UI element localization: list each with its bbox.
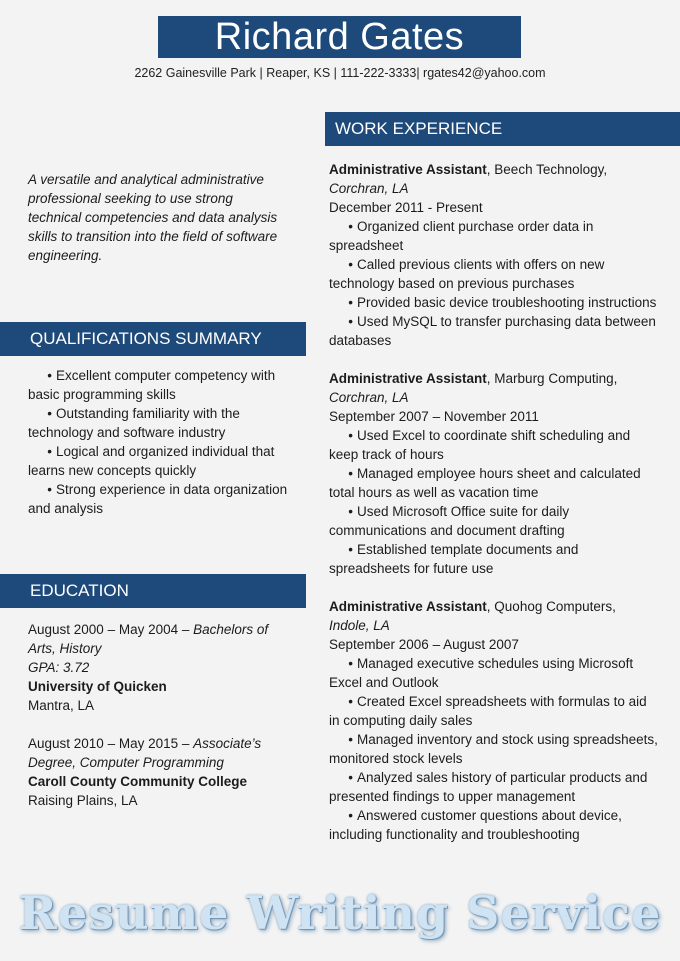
bullet-icon: • (348, 314, 353, 329)
work-experience-heading: WORK EXPERIENCE (325, 112, 680, 146)
bullet-icon: • (47, 368, 52, 383)
bullet-icon: • (348, 466, 353, 481)
job-entry (329, 369, 659, 578)
school-name: Caroll County Community College (28, 774, 248, 789)
education-dates-degree: August 2000 – May 2004 – Bachelors of Arts, History (28, 622, 269, 656)
qualifications-heading: QUALIFICATIONS SUMMARY (0, 322, 306, 356)
bullet-icon: • (348, 428, 353, 443)
school-name: University of Quicken (28, 679, 167, 694)
list-item: • Established template documents and spreadsheets for future use (329, 542, 579, 576)
job-heading: Administrative Assistant, Beech Technology, (329, 162, 608, 177)
school-location: Raising Plains, LA (28, 793, 138, 808)
bullet-icon: • (348, 808, 353, 823)
list-item: • Excellent computer competency with basic programming skills (28, 368, 276, 402)
job-entry (329, 160, 659, 350)
list-item: • Used Excel to coordinate shift scheduling and keep track of hours (329, 428, 631, 462)
bullet-icon: • (47, 406, 52, 421)
list-item: • Managed inventory and stock using spreadsheets, monitored stock levels (329, 732, 658, 766)
watermark-text: Resume Writing Service (18, 886, 662, 940)
list-item: • Answered customer questions about device, including functionality and troubleshooting (329, 808, 622, 842)
list-item: • Logical and organized individual that learns new concepts quickly (28, 444, 275, 478)
list-item: • Used Microsoft Office suite for daily communications and document drafting (329, 504, 570, 538)
job-location: Corchran, LA (329, 181, 409, 196)
job-entry (329, 597, 659, 844)
list-item: • Outstanding familiarity with the technology and software industry (28, 406, 240, 440)
list-item: • Managed executive schedules using Microsoft Excel and Outlook (329, 656, 634, 690)
contact-line: 2262 Gainesville Park | Reaper, KS | 111-222-3333| rgates42@yahoo.com (134, 66, 546, 80)
bullet-icon: • (348, 542, 353, 557)
job-location: Corchran, LA (329, 390, 409, 405)
education-entry (28, 620, 298, 715)
qualifications-list (28, 366, 306, 518)
candidate-name: Richard Gates (158, 16, 521, 58)
education-heading: EDUCATION (0, 574, 306, 608)
bullet-icon: • (348, 732, 353, 747)
list-item: • Called previous clients with offers on new technology based on previous purchases (329, 257, 605, 291)
education-dates-degree: August 2010 – May 2015 – Associate’s Degree, Computer Programming (28, 736, 262, 770)
list-item: • Managed employee hours sheet and calculated total hours as well as vacation time (329, 466, 641, 500)
bullet-icon: • (348, 770, 353, 785)
gpa: GPA: 3.72 (28, 660, 90, 675)
bullet-icon: • (348, 656, 353, 671)
bullet-icon: • (348, 504, 353, 519)
bullet-icon: • (348, 219, 353, 234)
job-dates: September 2007 – November 2011 (329, 409, 539, 424)
professional-summary: A versatile and analytical administrative professional seeking to use strong technical competencies and data analysis skills to transition into the field of software engineering. (28, 172, 278, 263)
list-item: • Organized client purchase order data in spreadsheet (329, 219, 594, 253)
list-item: • Created Excel spreadsheets with formulas to aid in computing daily sales (329, 694, 647, 728)
work-experience-list (329, 160, 659, 863)
education-entry (28, 734, 298, 810)
list-item: • Analyzed sales history of particular products and presented findings to upper management (329, 770, 648, 804)
bullet-icon: • (47, 482, 52, 497)
bullet-icon: • (348, 694, 353, 709)
job-heading: Administrative Assistant, Marburg Computing, (329, 371, 618, 386)
bullet-icon: • (348, 295, 353, 310)
job-heading: Administrative Assistant, Quohog Computers, (329, 599, 616, 614)
job-dates: September 2006 – August 2007 (329, 637, 519, 652)
bullet-icon: • (348, 257, 353, 272)
list-item: • Used MySQL to transfer purchasing data between databases (329, 314, 656, 348)
list-item: • Provided basic device troubleshooting instructions (329, 293, 659, 312)
bullet-icon: • (47, 444, 52, 459)
job-dates: December 2011 - Present (329, 200, 483, 215)
school-location: Mantra, LA (28, 698, 95, 713)
job-location: Indole, LA (329, 618, 390, 633)
list-item: • Strong experience in data organization and analysis (28, 482, 288, 516)
